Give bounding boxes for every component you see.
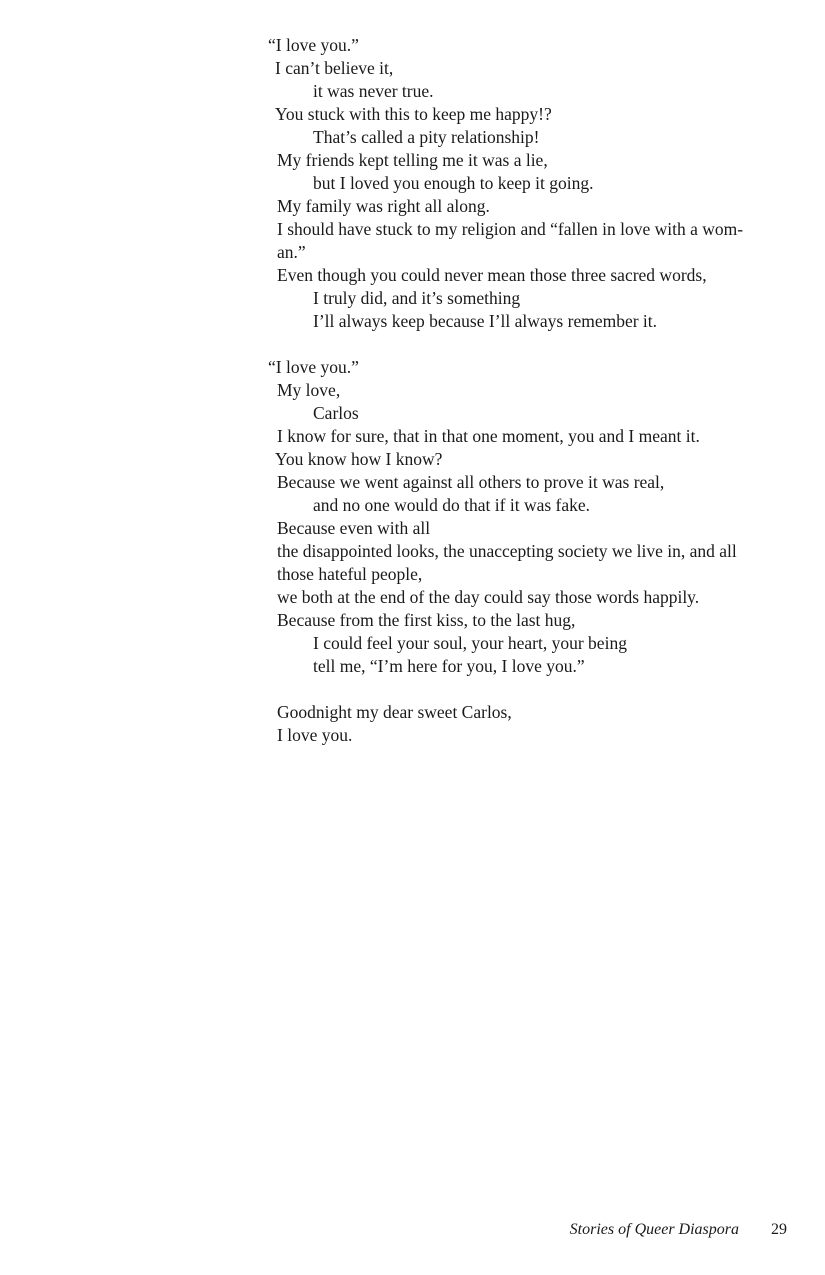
poem-line: “I love you.” xyxy=(268,35,359,55)
poem-line: My love, xyxy=(277,380,341,400)
poem-body xyxy=(0,34,825,747)
page-footer xyxy=(0,1221,825,1245)
poem-line: Carlos xyxy=(313,403,359,423)
poem-line: You stuck with this to keep me happy!? xyxy=(275,104,552,124)
poem-line: I’ll always keep because I’ll always remember it. xyxy=(313,311,658,331)
page-number: 29 xyxy=(771,1221,787,1238)
poem-line: and no one would do that if it was fake. xyxy=(313,495,591,515)
poem-line: I could feel your soul, your heart, your being xyxy=(313,633,627,653)
poem-line: an.” xyxy=(277,242,306,262)
poem-line: the disappointed looks, the unaccepting society we live in, and all xyxy=(277,541,737,561)
poem-line: My friends kept telling me it was a lie, xyxy=(277,150,548,170)
poem-line: I love you. xyxy=(277,725,353,745)
poem-line: “I love you.” xyxy=(268,357,359,377)
poem-line: I should have stuck to my religion and “fallen in love with a wom- xyxy=(277,219,744,239)
stanza-break xyxy=(0,678,825,701)
poem-line: Because even with all xyxy=(277,518,431,538)
poem-line: You know how I know? xyxy=(275,449,443,469)
poem-line: I know for sure, that in that one moment, you and I meant it. xyxy=(277,426,700,446)
poem-line: but I loved you enough to keep it going. xyxy=(313,173,594,193)
poem-line: Because we went against all others to prove it was real, xyxy=(277,472,665,492)
poem-line: tell me, “I’m here for you, I love you.” xyxy=(313,656,585,676)
poem-line: I can’t believe it, xyxy=(275,58,394,78)
poem-line: Even though you could never mean those three sacred words, xyxy=(277,265,707,285)
poem-line: those hateful people, xyxy=(277,564,423,584)
poem-line: Goodnight my dear sweet Carlos, xyxy=(277,702,512,722)
poem-line: Because from the first kiss, to the last hug, xyxy=(277,610,576,630)
poem-line: it was never true. xyxy=(313,81,434,101)
poem-line: I truly did, and it’s something xyxy=(313,288,521,308)
poem-line: That’s called a pity relationship! xyxy=(313,127,540,147)
running-title: Stories of Queer Diaspora xyxy=(569,1221,739,1238)
stanza-break xyxy=(0,333,825,356)
poem-line: My family was right all along. xyxy=(277,196,490,216)
poem-line: we both at the end of the day could say those words happily. xyxy=(277,587,700,607)
